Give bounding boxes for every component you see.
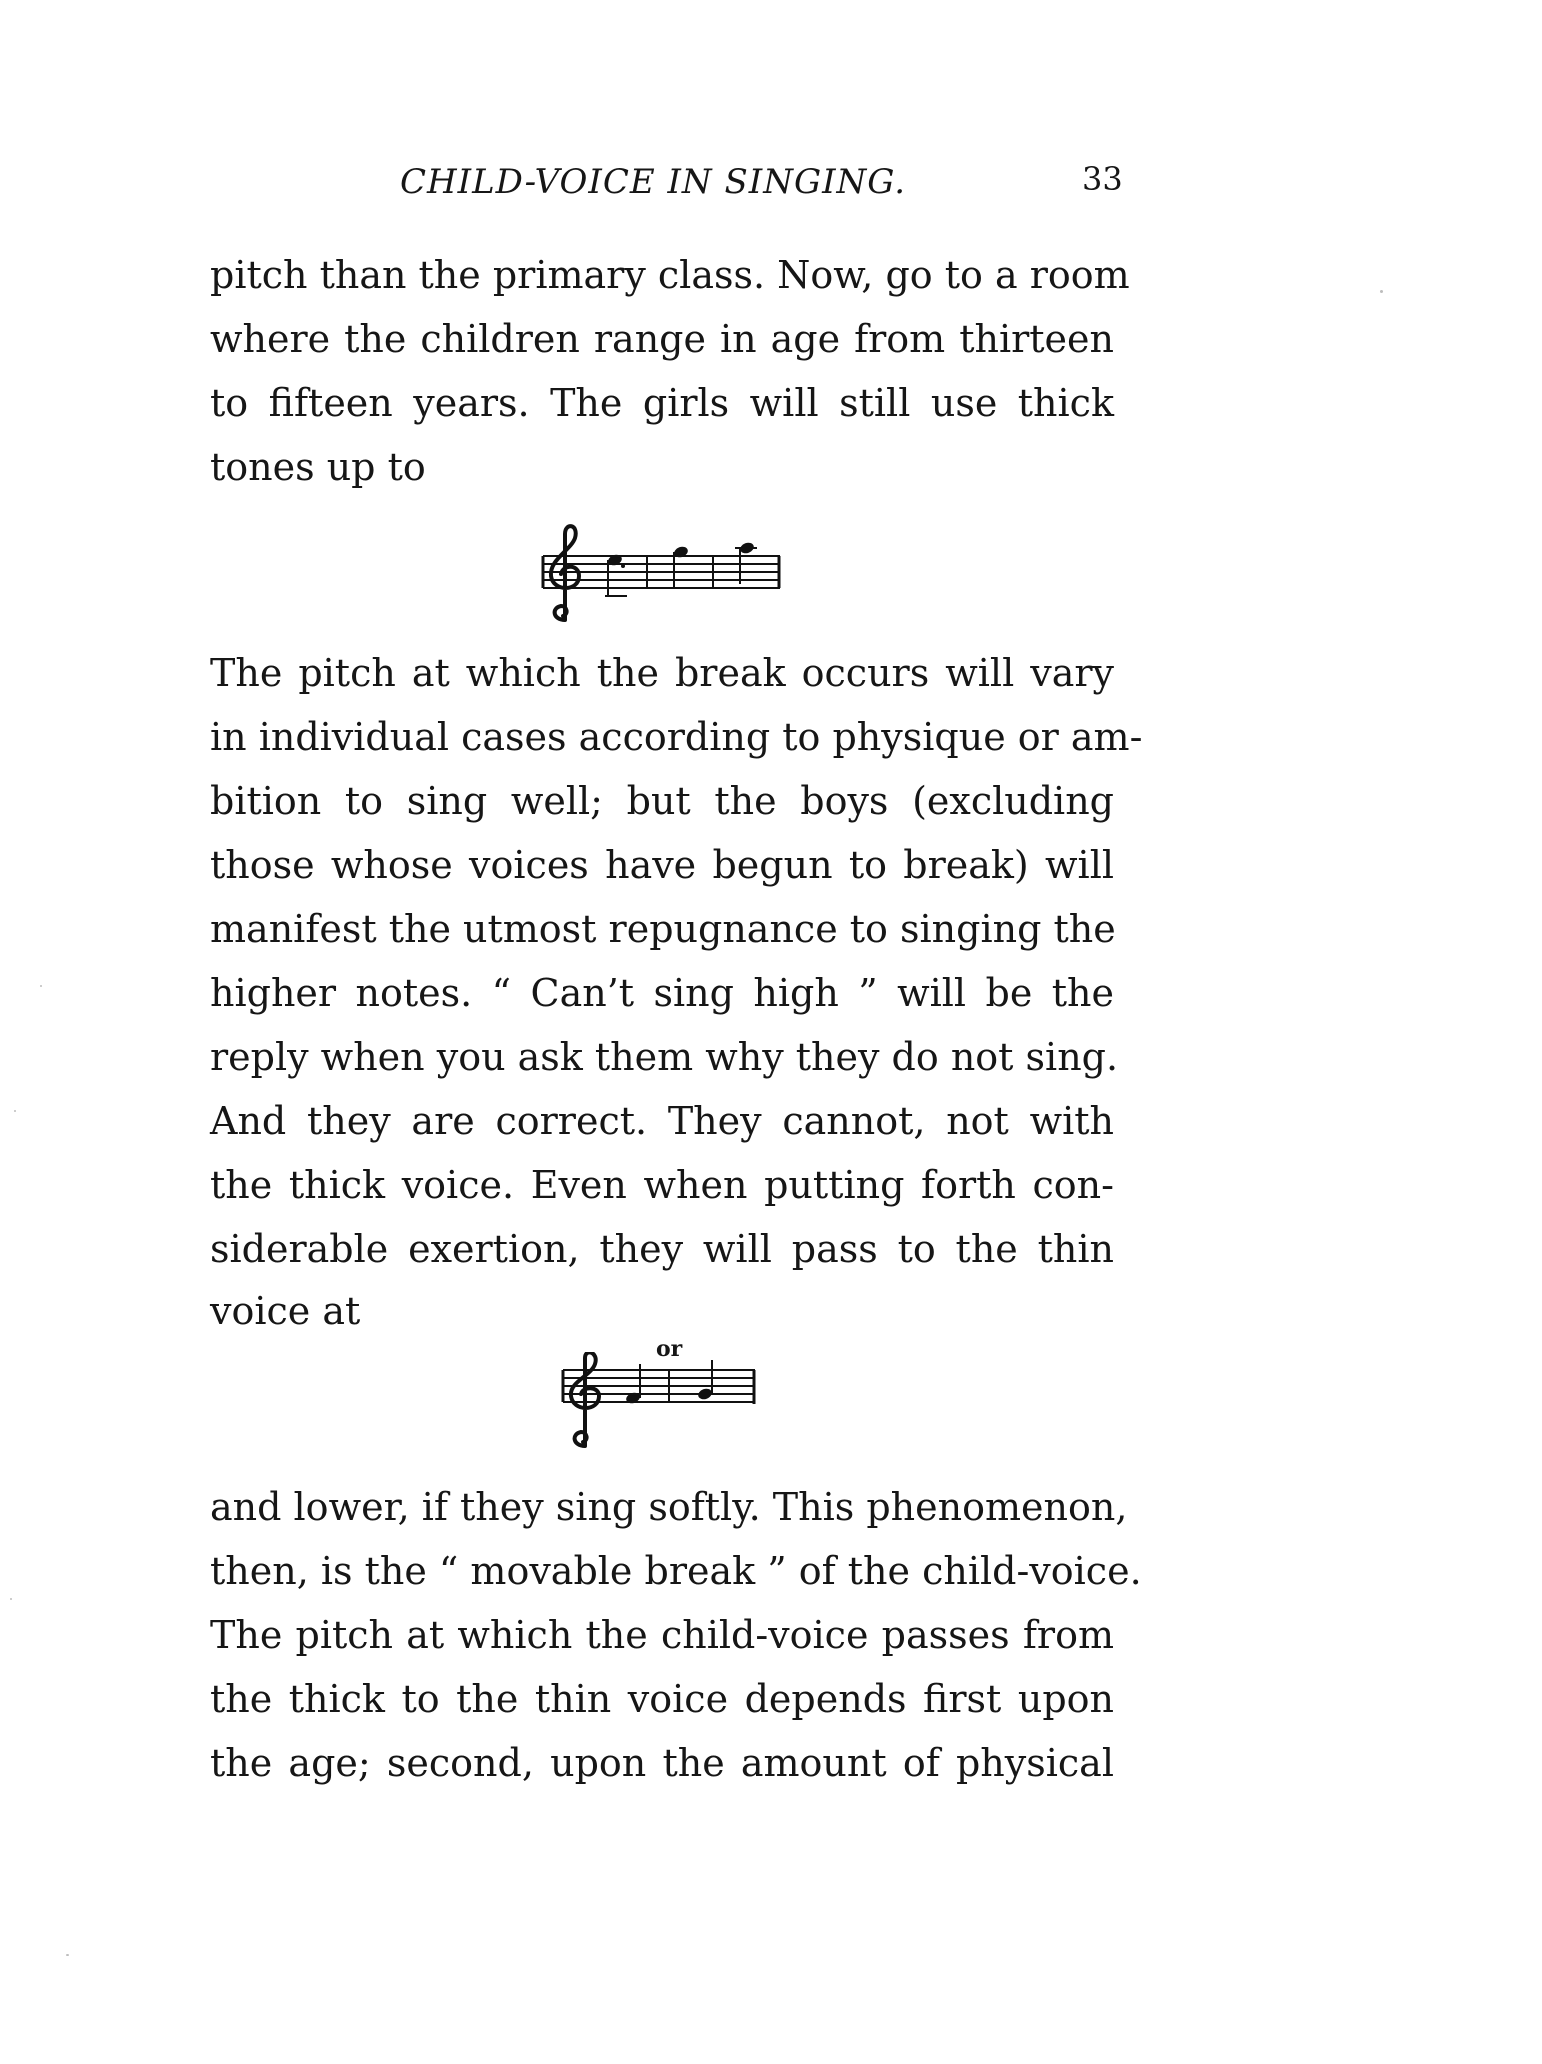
text-line: manifest the utmost repugnance to singing the — [210, 907, 1116, 951]
scan-speck — [14, 1110, 16, 1112]
text-line: voice at — [210, 1289, 361, 1333]
text-line: siderable exertion, they will pass to the thin — [210, 1227, 1114, 1271]
text-line: to fifteen years. The girls will still use thick — [210, 381, 1114, 425]
page-number: 33 — [1082, 160, 1123, 198]
text-line: where the children range in age from thirteen — [210, 317, 1114, 361]
scan-speck — [10, 1598, 12, 1600]
text-line: reply when you ask them why they do not sing. — [210, 1035, 1119, 1079]
text-line: pitch than the primary class. Now, go to a room — [210, 253, 1130, 297]
text-line: higher notes. “ Can’t sing high ” will be the — [210, 971, 1114, 1015]
text-line: then, is the “ movable break ” of the child-voice. — [210, 1549, 1142, 1593]
text-line: the thick voice. Even when putting forth con- — [210, 1163, 1114, 1207]
staff-notation — [535, 512, 785, 624]
text-line: and lower, if they sing softly. This phenomenon, — [210, 1485, 1128, 1529]
scan-speck — [40, 985, 42, 987]
text-line: in individual cases according to physique or am- — [210, 715, 1143, 759]
text-line: bition to sing well; but the boys (excluding — [210, 779, 1114, 823]
text-line: And they are correct. They cannot, not with — [210, 1099, 1114, 1143]
note-3 — [735, 541, 757, 584]
text-line: those whose voices have begun to break) will — [210, 843, 1114, 887]
treble-clef-icon — [571, 1352, 599, 1446]
or-label: or — [656, 1336, 683, 1362]
staff-notation — [555, 1352, 765, 1462]
note-2 — [673, 545, 690, 588]
scan-speck — [1380, 290, 1383, 293]
note-1 — [605, 553, 627, 596]
scan-speck — [66, 1954, 69, 1956]
running-title: CHILD-VOICE IN SINGING. — [400, 162, 907, 202]
music-example-2 — [555, 1352, 765, 1462]
text-line: the age; second, upon the amount of physical — [210, 1741, 1114, 1785]
text-line: The pitch at which the break occurs will vary — [210, 651, 1114, 695]
text-line: The pitch at which the child-voice passes from — [210, 1613, 1114, 1657]
music-example-1 — [535, 512, 785, 624]
treble-clef-icon — [551, 526, 579, 620]
text-line: the thick to the thin voice depends first upon — [210, 1677, 1114, 1721]
note-2 — [697, 1360, 714, 1401]
text-line: tones up to — [210, 445, 426, 489]
